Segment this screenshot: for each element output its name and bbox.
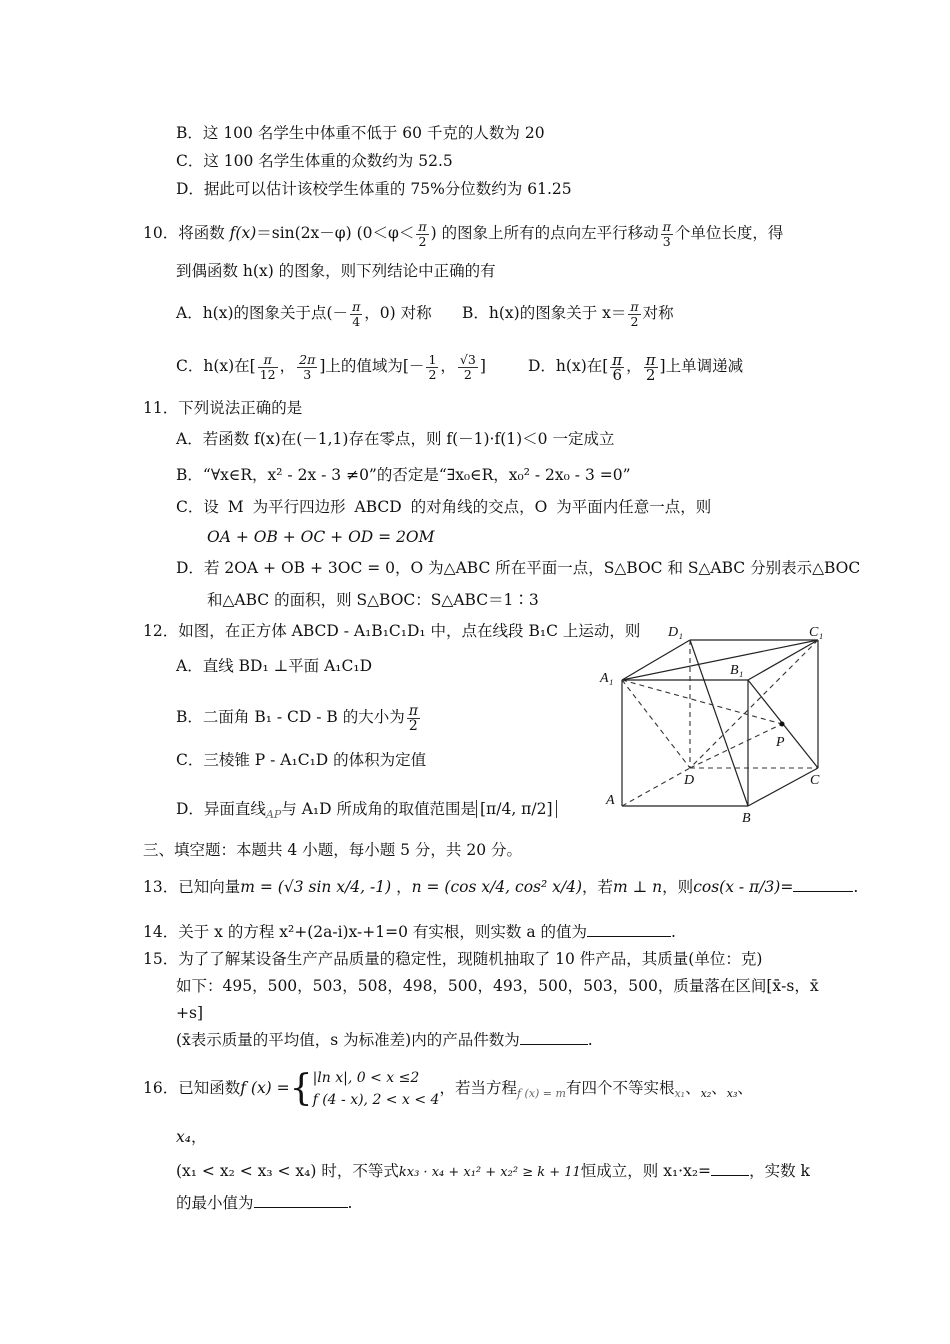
label-c1: C₁ bbox=[809, 625, 824, 640]
q10-phi-bound bbox=[416, 220, 428, 249]
q16-end: . bbox=[347, 1194, 353, 1212]
q13 bbox=[143, 876, 858, 898]
frac-num: π bbox=[662, 218, 671, 234]
sep: ， bbox=[626, 357, 642, 375]
q10-b-text: B．h(x)的图象关于 x＝ bbox=[462, 304, 627, 322]
q10-d-frac2 bbox=[644, 350, 658, 384]
diag-a1-c1 bbox=[622, 640, 818, 680]
q13-text: 13．已知向量 bbox=[143, 878, 241, 896]
q16-case2: f (4 - x), 2 < x < 4 bbox=[312, 1092, 440, 1108]
label-a: A bbox=[606, 793, 615, 808]
q16-x3: x₃ bbox=[726, 1087, 738, 1101]
frac-den: 2 bbox=[418, 233, 427, 249]
q16-case1: |ln x|, 0 < x ≤2 bbox=[312, 1070, 420, 1086]
q16-line3 bbox=[176, 1160, 810, 1184]
frac-den: 3 bbox=[303, 366, 312, 382]
q15-line4 bbox=[176, 1029, 593, 1051]
line-a1-d-hidden bbox=[622, 680, 690, 768]
q10-stem-a: 将函数 bbox=[178, 224, 230, 242]
q11-option-a: A．若函数 f(x)在(－1,1)存在零点，则 f(－1)·f(1)＜0 一定成立 bbox=[176, 430, 615, 448]
q10-d-text: D．h(x)在[ bbox=[528, 357, 609, 375]
section3-heading: 三、填空题：本题共 4 小题，每小题 5 分，共 20 分。 bbox=[143, 841, 523, 859]
sep: 、 bbox=[711, 1079, 727, 1097]
frac-den: 12 bbox=[259, 366, 276, 382]
edge-b-c bbox=[748, 768, 818, 806]
q16-text4: (x₁ < x₂ < x₃ < x₄) 时，不等式 bbox=[176, 1162, 399, 1180]
q10-c-frac3 bbox=[426, 353, 438, 382]
q13-text2: ，若 bbox=[582, 878, 614, 896]
q13-condition: m ⊥ n bbox=[613, 878, 663, 896]
q10-a-text: A．h(x)的图象关于点(－ bbox=[176, 304, 349, 322]
q16-fx: f (x) = bbox=[240, 1079, 290, 1097]
q12-stem: 12．如图，在正方体 ABCD - A₁B₁C₁D₁ 中，点在线段 B₁C 上运动，则 bbox=[143, 622, 641, 640]
q12-b-text: B．二面角 B₁ - CD - B 的大小为 bbox=[176, 708, 405, 726]
q13-answer-blank[interactable] bbox=[793, 877, 853, 892]
edge-b1-c1 bbox=[748, 640, 818, 680]
q13-end: . bbox=[853, 878, 859, 896]
label-p: P bbox=[776, 735, 785, 750]
frac-num: π bbox=[408, 702, 418, 719]
q15-end: . bbox=[587, 1031, 593, 1049]
q10-c-text3: ] bbox=[479, 357, 486, 375]
frac-den: 3 bbox=[662, 233, 671, 249]
q9-option-b: B．这 100 名学生中体重不低于 60 千克的人数为 20 bbox=[176, 124, 545, 142]
q16-text2: ，若当方程 bbox=[439, 1079, 517, 1097]
q12-d-interval: [π/4, π/2] bbox=[476, 800, 557, 818]
q16-inequality: kx₃ · x₄ + x₁² + x₂² ≥ k + 11 bbox=[398, 1165, 581, 1180]
frac-den: 2 bbox=[428, 366, 437, 382]
q16-line1 bbox=[143, 1066, 753, 1116]
label-b: B bbox=[742, 811, 751, 826]
q10-c-frac1 bbox=[258, 353, 278, 382]
sep: ， bbox=[190, 1128, 207, 1146]
q12-option-c: C．三棱锥 P - A₁C₁D 的体积为定值 bbox=[176, 751, 427, 769]
q16-x4: x₄ bbox=[176, 1128, 191, 1146]
frac-num: 1 bbox=[428, 351, 437, 367]
line-d-p-hidden bbox=[690, 724, 782, 768]
q16-x1: x₁ bbox=[674, 1087, 686, 1101]
q14 bbox=[143, 921, 676, 943]
q13-expression: cos(x - π/3) bbox=[693, 878, 781, 896]
q10-d-frac1 bbox=[610, 350, 624, 384]
line-a1-p-hidden bbox=[622, 680, 782, 724]
q16-answer-blank-1[interactable] bbox=[711, 1161, 749, 1176]
q10-stem-d: 个单位长度，得 bbox=[674, 224, 784, 242]
q12-d-text2: 与 A₁D 所成角的取值范围是 bbox=[281, 800, 476, 818]
q11-option-d-line2: 和△ABC 的面积，则 S△BOC：S△ABC＝1∶3 bbox=[207, 591, 539, 609]
q9-option-c: C．这 100 名学生体重的众数约为 52.5 bbox=[176, 152, 453, 170]
q12-option-d bbox=[176, 796, 557, 828]
q10-option-d bbox=[528, 348, 743, 384]
q15-text: (x̄表示质量的平均值，s 为标准差)内的产品件数为 bbox=[176, 1031, 520, 1049]
frac-num: π bbox=[645, 350, 656, 369]
q10-c-frac2 bbox=[297, 353, 317, 382]
q15-answer-blank[interactable] bbox=[520, 1030, 588, 1045]
frac-num: 2π bbox=[299, 351, 316, 367]
frac-num: π bbox=[612, 350, 623, 369]
frac-den: 4 bbox=[352, 313, 361, 329]
q16-text6: ，实数 k bbox=[749, 1162, 810, 1180]
q9-option-d: D．据此可以估计该校学生体重的 75%分位数约为 61.25 bbox=[176, 180, 572, 198]
q13-vector-n: n = (cos x/4, cos² x/4) bbox=[411, 878, 583, 896]
q10-b-text2: 对称 bbox=[642, 304, 674, 322]
label-c: C bbox=[810, 773, 820, 788]
frac-num: π bbox=[352, 298, 361, 314]
q16-cases bbox=[313, 1067, 440, 1111]
q10-option-c bbox=[176, 348, 486, 384]
q12-d-text: D．异面直线 bbox=[176, 800, 266, 818]
frac-num: √3 bbox=[459, 351, 476, 367]
frac-den: 2 bbox=[463, 366, 472, 382]
q16-text: 16．已知函数 bbox=[143, 1079, 241, 1097]
frac-den: 2 bbox=[630, 313, 639, 329]
q11-option-c-formula: OA + OB + OC + OD = 2OM bbox=[207, 528, 435, 546]
q10-stem bbox=[143, 216, 783, 250]
q13-eq: = bbox=[780, 878, 794, 896]
point-p bbox=[780, 722, 785, 727]
q16-line4 bbox=[176, 1192, 352, 1214]
q10-stem-b: ＝sin(2x－φ) (0＜φ＜ bbox=[256, 224, 415, 242]
q10-shift bbox=[661, 220, 673, 249]
q10-option-b bbox=[462, 296, 674, 330]
q15-line3: +s] bbox=[176, 1004, 203, 1022]
q16-answer-blank-2[interactable] bbox=[254, 1193, 348, 1208]
q11-option-d: D．若 2OA + OB + 3OC = 0，O 为△ABC 所在平面一点，S△BOC 和 S△ABC 分别表示△BOC bbox=[176, 559, 861, 577]
q12-option-b bbox=[176, 700, 422, 734]
q10-number: 10． bbox=[143, 224, 179, 242]
q15-line1: 15．为了了解某设备生产产品质量的稳定性，现随机抽取了 10 件产品，其质量(单位：克) bbox=[143, 950, 763, 968]
q12-b-frac bbox=[407, 704, 420, 733]
cube-figure bbox=[596, 618, 836, 828]
label-a1: A₁ bbox=[600, 671, 614, 686]
q10-a-frac bbox=[350, 300, 362, 329]
sep: ， bbox=[396, 878, 412, 896]
q16-line2 bbox=[176, 1126, 206, 1148]
q10-line2: 到偶函数 h(x) 的图象，则下列结论中正确的有 bbox=[176, 262, 496, 280]
frac-den: 2 bbox=[645, 365, 656, 384]
frac-num: π bbox=[630, 298, 639, 314]
q14-end: . bbox=[671, 923, 676, 941]
q12-option-a: A．直线 BD₁ ⊥平面 A₁C₁D bbox=[176, 657, 372, 675]
q16-text3: 有四个不等实根 bbox=[565, 1079, 675, 1097]
q14-answer-blank[interactable] bbox=[587, 922, 671, 937]
q16-text5: 恒成立，则 x₁·x₂= bbox=[580, 1162, 712, 1180]
frac-num: π bbox=[258, 353, 278, 368]
q11-option-b: B．“∀x∈R，x² - 2x - 3 ≠0”的否定是“∃x₀∈R，x₀² - 2x₀ - 3 =0” bbox=[176, 466, 631, 484]
q13-vector-m: m = (√3 sin x/4, -1) bbox=[240, 878, 392, 896]
q15-line2: 如下：495，500，503，508，498，500，493，500，503，500，质量落在区间[x̄-s，x̄ bbox=[176, 977, 819, 995]
sep: 、 bbox=[685, 1079, 701, 1097]
q16-text7: 的最小值为 bbox=[176, 1194, 254, 1212]
q10-b-frac bbox=[628, 300, 640, 329]
label-b1: B₁ bbox=[730, 663, 744, 678]
sep: 、 bbox=[737, 1079, 753, 1097]
q16-brace: { bbox=[289, 1068, 313, 1109]
frac-num: π bbox=[418, 218, 427, 234]
q10-c-frac4 bbox=[458, 353, 478, 382]
edge-a-d-hidden bbox=[622, 768, 690, 806]
sep: ， bbox=[440, 357, 456, 375]
q11-stem: 11．下列说法正确的是 bbox=[143, 399, 303, 417]
q10-option-a bbox=[176, 296, 432, 330]
sep: ， bbox=[279, 357, 296, 375]
frac-den: 2 bbox=[408, 717, 418, 734]
q16-equation: f (x) = m bbox=[516, 1087, 566, 1101]
q11-option-c: C．设 M 为平行四边形 ABCD 的对角线的交点，O 为平面内任意一点，则 bbox=[176, 498, 712, 516]
q10-c-text: C．h(x)在[ bbox=[176, 357, 256, 375]
q10-c-text2: ]上的值域为[－ bbox=[319, 357, 425, 375]
edge-a1-d1 bbox=[622, 640, 690, 680]
q16-x2: x₂ bbox=[700, 1087, 712, 1101]
q10-d-text2: ]上单调递减 bbox=[659, 357, 744, 375]
q10-stem-c: ) 的图象上所有的点向左平行移动 bbox=[430, 224, 659, 242]
q10-function: f(x) bbox=[229, 224, 257, 242]
frac-den: 6 bbox=[612, 365, 622, 384]
q13-text3: ，则 bbox=[662, 878, 694, 896]
q10-a-text2: ，0) 对称 bbox=[364, 304, 432, 322]
label-d: D bbox=[684, 773, 695, 788]
q14-text: 14．关于 x 的方程 x²+(2a-i)x-+1=0 有实根，则实数 a 的值为 bbox=[143, 923, 588, 941]
label-d1: D₁ bbox=[668, 625, 683, 640]
q12-d-ap: AP bbox=[265, 808, 282, 822]
